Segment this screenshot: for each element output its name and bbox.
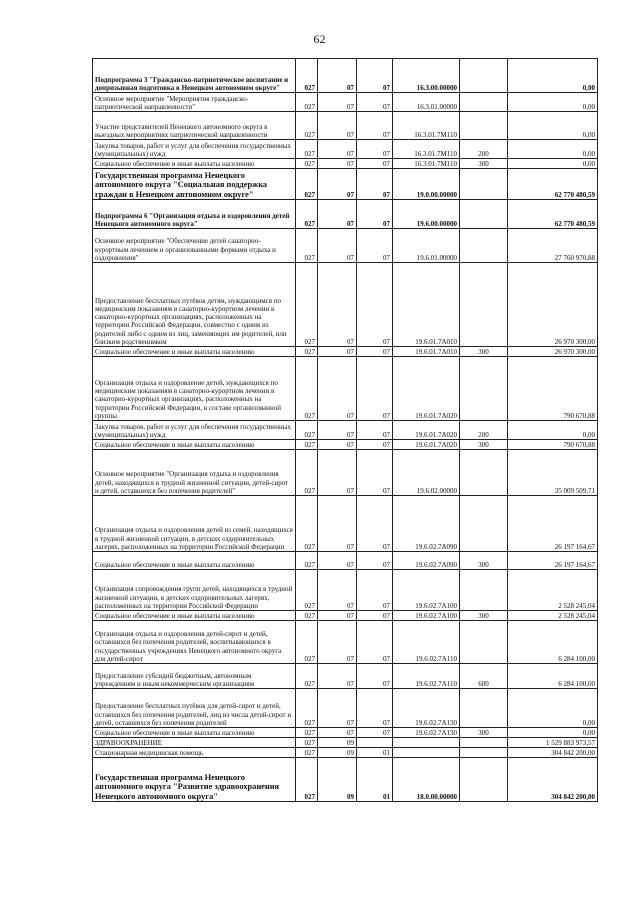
target-article-cell: 19.6.01.7А010 xyxy=(393,347,460,357)
table-row xyxy=(93,229,598,263)
target-article-cell: 19.6.02.7А130 xyxy=(393,728,460,738)
amount-cell: 6 284 100,00 xyxy=(508,664,598,689)
ministry-code-cell: 027 xyxy=(296,728,318,738)
expense-type-cell xyxy=(460,229,508,263)
budget-item-name: Организация отдыха и оздоровления детей из семей, находящихся в трудной жизненной ситуации, в детских оздоровительных лагерях, расположенных на территории Российской Федерации xyxy=(93,496,296,552)
subsection-code-cell: 07 xyxy=(357,611,393,621)
budget-item-name: Закупка товаров, работ и услуг для обеспечения государственных (муниципальных) нужд xyxy=(93,140,296,159)
ministry-code-cell: 027 xyxy=(296,200,318,229)
budget-item-name: Социальное обеспечение и иные выплаты населению xyxy=(93,611,296,621)
amount-cell: 0,00 xyxy=(508,93,598,112)
subsection-code-cell: 07 xyxy=(357,140,393,159)
subsection-code-cell: 07 xyxy=(357,440,393,450)
expense-type-cell xyxy=(460,689,508,728)
subsection-code-cell: 07 xyxy=(357,263,393,347)
subsection-code-cell: 07 xyxy=(357,496,393,552)
budget-item-name: ЗДРАВООХРАНЕНИЕ xyxy=(93,738,296,748)
subsection-code-cell: 07 xyxy=(357,59,393,93)
target-article-cell xyxy=(393,748,460,758)
target-article-cell: 19.6.01.7А010 xyxy=(393,263,460,347)
ministry-code-cell: 027 xyxy=(296,689,318,728)
amount-cell: 304 842 200,00 xyxy=(508,758,598,802)
amount-cell: 62 770 480,59 xyxy=(508,200,598,229)
budget-item-name: Основное мероприятие "Обеспечение детей санаторно-курортным лечением и организованными формами отдыха и оздоровления" xyxy=(93,229,296,263)
ministry-code-cell: 027 xyxy=(296,570,318,611)
expense-type-cell: 300 xyxy=(460,440,508,450)
section-code-cell: 07 xyxy=(318,112,357,140)
ministry-code-cell: 027 xyxy=(296,169,318,200)
budget-item-name: Закупка товаров, работ и услуг для обеспечения государственных (муниципальных) нужд xyxy=(93,421,296,440)
amount-cell: 26 970 300,00 xyxy=(508,347,598,357)
table-row xyxy=(93,347,598,357)
amount-cell: 0,00 xyxy=(508,59,598,93)
target-article-cell: 19.6.02.7А100 xyxy=(393,570,460,611)
amount-cell: 790 670,88 xyxy=(508,440,598,450)
budget-item-name: Социальное обеспечение и иные выплаты населению xyxy=(93,347,296,357)
section-code-cell: 07 xyxy=(318,169,357,200)
table-row xyxy=(93,496,598,552)
expense-type-cell: 300 xyxy=(460,728,508,738)
subsection-code-cell: 01 xyxy=(357,748,393,758)
budget-item-name: Предоставление субсидий бюджетным, автономным учреждениям и иным некоммерческим организациям xyxy=(93,664,296,689)
expense-type-cell: 300 xyxy=(460,347,508,357)
expense-type-cell: 300 xyxy=(460,611,508,621)
amount-cell: 0,00 xyxy=(508,112,598,140)
amount-cell: 2 528 245,04 xyxy=(508,611,598,621)
ministry-code-cell: 027 xyxy=(296,552,318,570)
amount-cell: 35 009 509,71 xyxy=(508,450,598,496)
expense-type-cell xyxy=(460,450,508,496)
subsection-code-cell: 07 xyxy=(357,664,393,689)
budget-item-name: Организация отдыха и оздоровления детей-сирот и детей, оставшихся без попечения родителей, воспитывающихся в государственных учреждениях Ненецкого автономного округа для детей-сирот xyxy=(93,621,296,664)
budget-item-name: Социальное обеспечение и иные выплаты населению xyxy=(93,728,296,738)
target-article-cell: 16.3.00.00000 xyxy=(393,59,460,93)
ministry-code-cell: 027 xyxy=(296,347,318,357)
amount-cell: 26 970 300,00 xyxy=(508,263,598,347)
ministry-code-cell: 027 xyxy=(296,357,318,421)
table-row xyxy=(93,621,598,664)
budget-item-name: Государственная программа Ненецкого автономного округа "Социальная поддержка граждан в Ненецком автономном округе" xyxy=(93,169,296,200)
amount-cell: 790 670,88 xyxy=(508,357,598,421)
table-row xyxy=(93,758,598,802)
amount-cell: 1 529 883 973,57 xyxy=(508,738,598,748)
table-row xyxy=(93,570,598,611)
target-article-cell: 18.0.00.00000 xyxy=(393,758,460,802)
expense-type-cell xyxy=(460,200,508,229)
ministry-code-cell: 027 xyxy=(296,263,318,347)
amount-cell: 0,00 xyxy=(508,728,598,738)
ministry-code-cell: 027 xyxy=(296,611,318,621)
amount-cell: 62 770 480,59 xyxy=(508,169,598,200)
subsection-code-cell: 07 xyxy=(357,357,393,421)
budget-item-name: Подпрограмма 3 "Гражданско-патриотическое воспитание и допризывная подготовка в Ненецком автономном округе" xyxy=(93,59,296,93)
table-row xyxy=(93,611,598,621)
section-code-cell: 09 xyxy=(318,758,357,802)
target-article-cell: 19.6.02.00000 xyxy=(393,450,460,496)
section-code-cell: 07 xyxy=(318,347,357,357)
expense-type-cell: 300 xyxy=(460,552,508,570)
ministry-code-cell: 027 xyxy=(296,159,318,169)
ministry-code-cell: 027 xyxy=(296,496,318,552)
table-row xyxy=(93,738,598,748)
expense-type-cell xyxy=(460,112,508,140)
target-article-cell xyxy=(393,738,460,748)
ministry-code-cell: 027 xyxy=(296,450,318,496)
table-row xyxy=(93,169,598,200)
target-article-cell: 19.6.02.7А090 xyxy=(393,552,460,570)
subsection-code-cell: 07 xyxy=(357,728,393,738)
section-code-cell: 07 xyxy=(318,421,357,440)
target-article-cell: 16.3.01.7М110 xyxy=(393,159,460,169)
table-row xyxy=(93,357,598,421)
table-row xyxy=(93,748,598,758)
expense-type-cell xyxy=(460,169,508,200)
expense-type-cell xyxy=(460,357,508,421)
table-row xyxy=(93,140,598,159)
target-article-cell: 16.3.01.7М110 xyxy=(393,140,460,159)
subsection-code-cell: 07 xyxy=(357,93,393,112)
table-row xyxy=(93,421,598,440)
expense-type-cell: 300 xyxy=(460,159,508,169)
budget-table-body xyxy=(93,59,598,802)
section-code-cell: 07 xyxy=(318,200,357,229)
expense-type-cell: 200 xyxy=(460,140,508,159)
budget-item-name: Предоставление бесплатных путёвок для детей-сирот и детей, оставшихся без попечения родителей, лиц из числа детей-сирот и детей, оставшихся без попечения родителей xyxy=(93,689,296,728)
ministry-code-cell: 027 xyxy=(296,664,318,689)
section-code-cell: 07 xyxy=(318,440,357,450)
budget-item-name: Предоставление бесплатных путёвок детям, нуждающимся по медицинским показаниям в санаторно-курортном лечении в санаторно-курортных организациях, расположенных на территории Российской Федерации, совместно с одним из родителей либо с одним из лиц, заменяющих им родителей, или близким родственником xyxy=(93,263,296,347)
table-row xyxy=(93,664,598,689)
section-code-cell: 09 xyxy=(318,748,357,758)
budget-item-name: Организация отдыха и оздоровление детей, нуждающихся по медицинским показаниям в санаторно-курортном лечении в санаторно-курортных организациях, расположенных на территории Российской Федерации, в составе организованной группы xyxy=(93,357,296,421)
amount-cell: 27 760 970,88 xyxy=(508,229,598,263)
subsection-code-cell: 07 xyxy=(357,689,393,728)
subsection-code-cell: 07 xyxy=(357,159,393,169)
table-row xyxy=(93,93,598,112)
table-row xyxy=(93,728,598,738)
budget-item-name: Подпрограмма 6 "Организация отдыха и оздоровления детей Ненецкого автономного округа" xyxy=(93,200,296,229)
section-code-cell: 07 xyxy=(318,689,357,728)
expense-type-cell xyxy=(460,496,508,552)
subsection-code-cell: 07 xyxy=(357,552,393,570)
expense-type-cell xyxy=(460,570,508,611)
section-code-cell: 07 xyxy=(318,570,357,611)
expense-type-cell xyxy=(460,738,508,748)
table-row xyxy=(93,440,598,450)
ministry-code-cell: 027 xyxy=(296,229,318,263)
page-number: 62 xyxy=(313,32,326,46)
expense-type-cell xyxy=(460,263,508,347)
target-article-cell: 19.6.02.7А110 xyxy=(393,621,460,664)
ministry-code-cell: 027 xyxy=(296,140,318,159)
budget-item-name: Организация сопровождения групп детей, находящихся в трудной жизненной ситуации, в детских оздоровительных лагерях, расположенных на территории Российской Федерации xyxy=(93,570,296,611)
section-code-cell: 07 xyxy=(318,450,357,496)
section-code-cell: 07 xyxy=(318,59,357,93)
amount-cell: 0,00 xyxy=(508,159,598,169)
amount-cell: 26 197 164,67 xyxy=(508,552,598,570)
amount-cell: 6 284 100,00 xyxy=(508,621,598,664)
amount-cell: 0,00 xyxy=(508,140,598,159)
table-row xyxy=(93,450,598,496)
ministry-code-cell: 027 xyxy=(296,421,318,440)
subsection-code-cell: 07 xyxy=(357,229,393,263)
ministry-code-cell: 027 xyxy=(296,758,318,802)
target-article-cell: 19.6.01.7А020 xyxy=(393,421,460,440)
expense-type-cell xyxy=(460,621,508,664)
budget-item-name: Государственная программа Ненецкого автономного округа "Развитие здравоохранения Ненецкого автономного округа" xyxy=(93,758,296,802)
table-row xyxy=(93,159,598,169)
amount-cell: 0,00 xyxy=(508,689,598,728)
budget-item-name: Основное мероприятие "Мероприятия гражданско-патриотической направленности" xyxy=(93,93,296,112)
section-code-cell: 07 xyxy=(318,159,357,169)
ministry-code-cell: 027 xyxy=(296,621,318,664)
table-row xyxy=(93,112,598,140)
target-article-cell: 19.6.01.00000 xyxy=(393,229,460,263)
ministry-code-cell: 027 xyxy=(296,93,318,112)
target-article-cell: 19.0.00.00000 xyxy=(393,169,460,200)
target-article-cell: 19.6.02.7А100 xyxy=(393,611,460,621)
table-row xyxy=(93,689,598,728)
section-code-cell: 07 xyxy=(318,496,357,552)
section-code-cell: 07 xyxy=(318,728,357,738)
target-article-cell: 19.6.02.7А130 xyxy=(393,689,460,728)
section-code-cell: 09 xyxy=(318,738,357,748)
target-article-cell: 16.3.01.7М110 xyxy=(393,112,460,140)
target-article-cell: 19.6.02.7А090 xyxy=(393,496,460,552)
target-article-cell: 16.3.01.00000 xyxy=(393,93,460,112)
ministry-code-cell: 027 xyxy=(296,112,318,140)
expense-type-cell xyxy=(460,93,508,112)
amount-cell: 26 197 164,67 xyxy=(508,496,598,552)
section-code-cell: 07 xyxy=(318,229,357,263)
section-code-cell: 07 xyxy=(318,664,357,689)
subsection-code-cell: 07 xyxy=(357,200,393,229)
expense-type-cell xyxy=(460,748,508,758)
subsection-code-cell: 07 xyxy=(357,112,393,140)
ministry-code-cell: 027 xyxy=(296,440,318,450)
expense-type-cell: 600 xyxy=(460,664,508,689)
amount-cell: 0,00 xyxy=(508,421,598,440)
subsection-code-cell: 07 xyxy=(357,169,393,200)
section-code-cell: 07 xyxy=(318,93,357,112)
target-article-cell: 19.6.01.7А020 xyxy=(393,357,460,421)
expense-type-cell xyxy=(460,758,508,802)
subsection-code-cell: 07 xyxy=(357,570,393,611)
budget-table xyxy=(92,58,598,802)
section-code-cell: 07 xyxy=(318,357,357,421)
section-code-cell: 07 xyxy=(318,611,357,621)
ministry-code-cell: 027 xyxy=(296,738,318,748)
ministry-code-cell: 027 xyxy=(296,748,318,758)
subsection-code-cell xyxy=(357,738,393,748)
budget-item-name: Основное мероприятие "Организация отдыха и оздоровления детей, находящихся в трудной жизненной ситуации, детей-сирот и детей, оставшихся без попечения родителей" xyxy=(93,450,296,496)
expense-type-cell xyxy=(460,59,508,93)
budget-item-name: Стационарная медицинская помощь xyxy=(93,748,296,758)
section-code-cell: 07 xyxy=(318,263,357,347)
amount-cell: 2 528 245,04 xyxy=(508,570,598,611)
table-row xyxy=(93,59,598,93)
section-code-cell: 07 xyxy=(318,621,357,664)
ministry-code-cell: 027 xyxy=(296,59,318,93)
subsection-code-cell: 07 xyxy=(357,621,393,664)
target-article-cell: 19.6.02.7А110 xyxy=(393,664,460,689)
table-row xyxy=(93,552,598,570)
subsection-code-cell: 07 xyxy=(357,347,393,357)
subsection-code-cell: 01 xyxy=(357,758,393,802)
expense-type-cell: 200 xyxy=(460,421,508,440)
budget-item-name: Социальное обеспечение и иные выплаты населению xyxy=(93,440,296,450)
table-row xyxy=(93,263,598,347)
budget-item-name: Участие представителей Ненецкого автономного округа в выездных мероприятиях патриотической направленности xyxy=(93,112,296,140)
budget-item-name: Социальное обеспечение и иные выплаты населению xyxy=(93,159,296,169)
section-code-cell: 07 xyxy=(318,552,357,570)
amount-cell: 304 842 200,00 xyxy=(508,748,598,758)
section-code-cell: 07 xyxy=(318,140,357,159)
subsection-code-cell: 07 xyxy=(357,450,393,496)
target-article-cell: 19.6.01.7А020 xyxy=(393,440,460,450)
subsection-code-cell: 07 xyxy=(357,421,393,440)
table-row xyxy=(93,200,598,229)
target-article-cell: 19.6.00.00000 xyxy=(393,200,460,229)
budget-item-name: Социальное обеспечение и иные выплаты населению xyxy=(93,552,296,570)
